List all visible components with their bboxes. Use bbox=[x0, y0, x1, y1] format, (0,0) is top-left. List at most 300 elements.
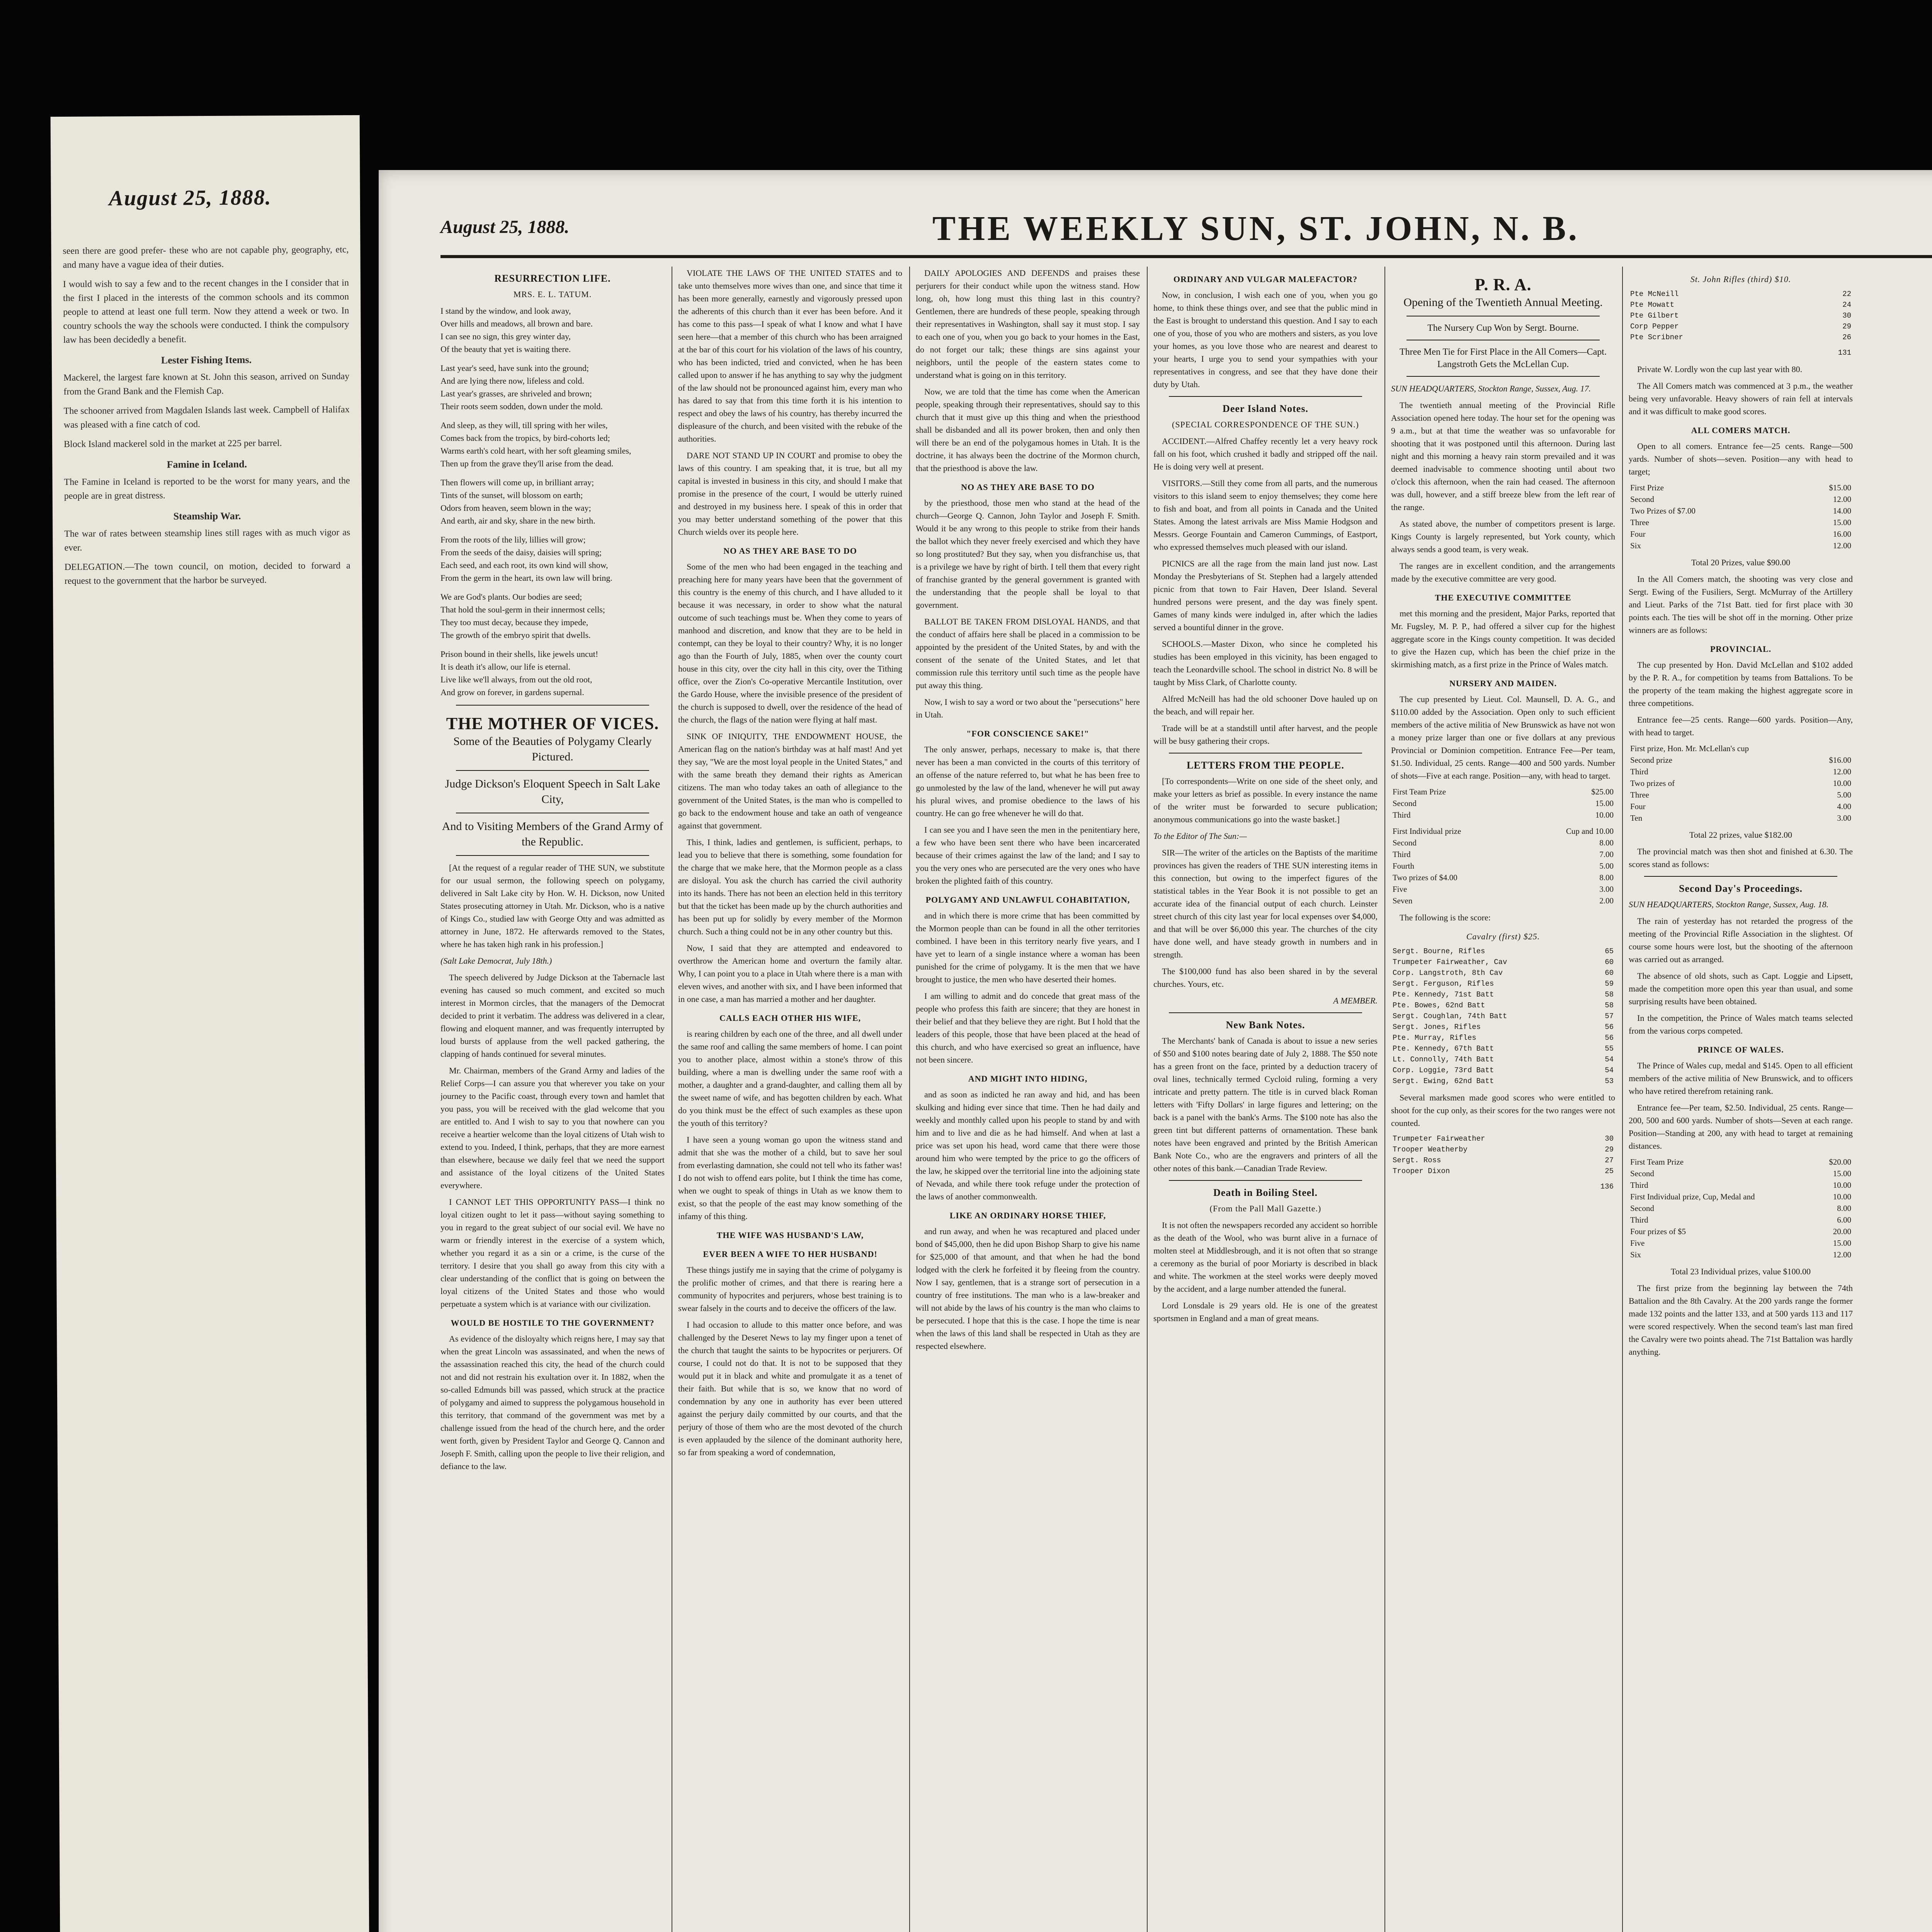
column-2 bbox=[678, 267, 902, 1932]
table-row bbox=[1629, 310, 1853, 321]
subhead: AND MIGHT INTO HIDING, bbox=[968, 1074, 1088, 1083]
paragraph: Block Island mackerel sold in the market at 225 per barrel. bbox=[64, 438, 282, 449]
poem-line: Their roots seem sodden, down under the mold. bbox=[440, 401, 603, 411]
paragraph: The All Comers match was commenced at 3 p.m., the weather being very unfavorable. Heavy showers of rain fell at intervals and it was difficult to make good scores. bbox=[1629, 381, 1853, 416]
poem-author: MRS. E. L. TATUM. bbox=[513, 289, 592, 299]
prize-table bbox=[1391, 786, 1615, 821]
prize-table bbox=[1629, 743, 1853, 824]
table-row: First Individual prize Cup and 10.00 bbox=[1393, 827, 1614, 836]
table-row bbox=[1391, 1065, 1615, 1076]
poem-line: Of the beauty that yet is waiting there. bbox=[440, 344, 571, 354]
divider bbox=[1169, 396, 1362, 397]
paragraph: The schooner arrived from Magdalen Islands last week. Campbell of Halifax was pleased with a fine catch of cod. bbox=[63, 405, 350, 430]
table-cell-value: 15.00 bbox=[1833, 518, 1851, 527]
table-cell-value: 29 bbox=[1605, 1145, 1614, 1154]
table-row bbox=[1629, 517, 1853, 528]
previous-page-date: August 25, 1888. bbox=[109, 185, 272, 211]
table-row: Five 3.00 bbox=[1393, 884, 1614, 894]
table-cell-value: 30 bbox=[1842, 311, 1851, 320]
poem-line: From the seeds of the daisy, daisies will spring; bbox=[440, 548, 602, 557]
table-row bbox=[1629, 528, 1853, 540]
paragraph: SCHOOLS.—Master Dixon, who since he completed his studies has been employed in this vicinity, has been engaged to teach the Leonardville school. The school in district No. 8 will be taught by Miss Clark, of Charlotte county. bbox=[1153, 639, 1378, 687]
table-row bbox=[1391, 1155, 1615, 1166]
table-row: Third 7.00 bbox=[1393, 850, 1614, 859]
table-cell-label: Three bbox=[1630, 790, 1649, 799]
poem-line: The growth of the embryo spirit that dwells. bbox=[440, 630, 591, 640]
section-title: Famine in Iceland. bbox=[167, 458, 247, 470]
paragraph: I had occasion to allude to this matter once before, and was challenged by the Deseret News to lay my finger upon a tenet of the church that taught the saints to be hypocrites or perjurers. Of course, I could not do that. It is not to be supposed that they would put it in black and white and promulgate it as a tenet of their faith. But while that is so, we know that no word of condemnation by any one in authority has ever been uttered against the perjury daily committed by our courts, and that the perjury of those of them who are the most devoted of the church is even applauded by the silence of the dominant authority here, so far from speaking a word of condemnation, bbox=[678, 1320, 902, 1457]
poem-line: Last year's seed, have sunk into the ground; bbox=[440, 363, 589, 373]
table-cell-value: 16.00 bbox=[1833, 529, 1851, 539]
table-cell-value: 5.00 bbox=[1837, 790, 1851, 799]
paragraph: Now, we are told that the time has come when the American people, speaking through their representatives, should say to this church that it must give up this thing and when the priesthood shall be disbanded and all its power broken, then and only then will there be an end of the polygamous homes in Utah. It is the doctrine, it has always been the doctrine of the Mormon church, that the priesthood is above the law. bbox=[916, 387, 1140, 473]
table-cell-value: $20.00 bbox=[1829, 1157, 1851, 1167]
prize-total: Total 20 Prizes, value $90.00 bbox=[1691, 558, 1791, 567]
table-cell-value: 12.00 bbox=[1833, 541, 1851, 550]
paragraph: The rain of yesterday has not retarded the progress of the meeting of the Provincial Rifle Association in the slightest. Of course some hours were lost, but the shooting of the afternoon was carried out as arranged. bbox=[1629, 916, 1853, 964]
poem-line: Prison bound in their shells, like jewels uncut! bbox=[440, 649, 599, 659]
paragraph: seen there are good prefer- these who are not capable phy, geography, etc, and many have a vague idea of their duties. bbox=[63, 245, 349, 270]
table-cell-value: 60 bbox=[1605, 969, 1614, 977]
table-row bbox=[1629, 1191, 1853, 1202]
table-row bbox=[1391, 1076, 1615, 1087]
team-total bbox=[1391, 1181, 1615, 1192]
paragraph: I CANNOT LET THIS OPPORTUNITY PASS—I think no loyal citizen ought to let it pass—without saying something to you in regard to the great subject of our social evil. We have no warm or friendly interest in the exercise of a system which, whether you regard it as a sin or a crime, is the curse of the territory. I desire that you shall go away from this city with a clear understanding of the conflict that is going on between the loyal citizens of the United States and those who would perpetuate a system which is at variance with our civilization. bbox=[440, 1197, 665, 1309]
table-row: Seven 2.00 bbox=[1393, 896, 1614, 905]
stanza-break bbox=[440, 470, 665, 476]
poem-line: Warms earth's cold heart, with her soft gleaming smiles, bbox=[440, 446, 631, 456]
paragraph: I am willing to admit and do concede that great mass of the people who profess this faith are sincere; that they are honest in their belief and that they believe they are right. But I hold that the leaders of this people, those that have been placed at the head of this church, and who have exercised so great an influence, have not been sincere. bbox=[916, 991, 1140, 1065]
poem-line: We are God's plants. Our bodies are seed; bbox=[440, 592, 582, 602]
paragraph: Alfred McNeill has had the old schooner Dove hauled up on the beach, and will repair her. bbox=[1153, 694, 1378, 716]
subhead: EVER BEEN A WIFE TO HER HUSBAND! bbox=[703, 1249, 878, 1259]
table-cell-value: 53 bbox=[1605, 1077, 1614, 1085]
table-cell-label: Corp Pepper bbox=[1630, 322, 1679, 331]
table-cell-label: Pte. Murray, Rifles bbox=[1393, 1034, 1476, 1042]
poem-line: Each seed, and each root, its own kind will show, bbox=[440, 560, 608, 570]
article-subtitle: (SPECIAL CORRESPONDENCE OF THE SUN.) bbox=[1172, 420, 1359, 429]
column-1 bbox=[440, 267, 665, 1932]
dateline: (Salt Lake Democrat, July 18th.) bbox=[440, 956, 552, 966]
poem-line: Over hills and meadows, all brown and bare. bbox=[440, 319, 593, 328]
subhead: PRINCE OF WALES. bbox=[1697, 1045, 1784, 1054]
masthead-date: August 25, 1888. bbox=[440, 217, 570, 237]
paragraph: and in which there is more crime that has been committed by the Mormon people than can be found in all the other territories combined. I have been in this territory nearly five years, and I have yet to learn of a single instance where a woman has been punished for the crime of polygamy. It is the men that we have brought to justice, the men who have deserted their homes. bbox=[916, 911, 1140, 984]
paragraph: Entrance fee—Per team, $2.50. Individual, 25 cents. Range—200, 500 and 600 yards. Number of shots—Seven at each range. Position—Standing at 200, any with head to target at remaining distances. bbox=[1629, 1103, 1853, 1151]
poem-line: From the germ in the heart, its own law will bring. bbox=[440, 573, 612, 583]
paragraph: Now, I said that they are attempted and endeavored to overthrow the American home and overturn the family altar. Why, I can point you to a place in Utah where there is a man with eleven wives, and another with six, and I have been informed that in one case, a man has married a mother and her daughter. bbox=[678, 943, 902, 1004]
table-cell-label: Second bbox=[1630, 1204, 1654, 1213]
previous-page-text bbox=[63, 243, 350, 594]
stanza-break bbox=[440, 413, 665, 419]
table-cell-label: Trumpeter Fairweather, Cav bbox=[1393, 958, 1507, 966]
deck: Three Men Tie for First Place in the All Comers—Capt. Langstroth Gets the McLellan Cup. bbox=[1400, 347, 1607, 369]
article-title: New Bank Notes. bbox=[1226, 1019, 1305, 1031]
table-cell-value: 8.00 bbox=[1837, 1204, 1851, 1213]
table-row bbox=[1391, 1133, 1615, 1144]
table-cell-label: Three bbox=[1630, 518, 1649, 527]
table-cell-label: Third bbox=[1630, 1180, 1648, 1190]
column-4 bbox=[1153, 267, 1378, 1932]
paragraph: I would wish to say a few and to the recent changes in the I consider that in the first I placed in the interests of the common schools and its common people to attend at least one full term. Now they attend a week or two. In country schools the way the schools were conducted. I think the compulsory law has been decidedly a benefit. bbox=[63, 278, 349, 345]
poem-line: It is death it's allow, our life is eternal. bbox=[440, 662, 571, 672]
table-cell-label: Third bbox=[1630, 1215, 1648, 1225]
deck: And to Visiting Members of the Grand Army of the Republic. bbox=[442, 820, 663, 848]
table-cell-label: Lt. Connolly, 74th Batt bbox=[1393, 1055, 1494, 1064]
paragraph: VIOLATE THE LAWS OF THE UNITED STATES and to take unto themselves more wives than one, and since that time it has been more generally, earnestly and vigorously pressed upon the adherents of this church than it ever has been before. And it has come to this pass—I speak of what I know and what I have seen here—that a member of this church who has been arraigned at the bar of this court for his violation of the laws of his country, who has been indicted, tried and convicted, when he has been called upon to answer if he has anything to say why the judgment of the law should not be pronounced against him, every man who has dared to say that from this time forth it is his intention to respect and obey the laws of his country, has thereby incurred the displeasure of the church, and been visited with the rebuke of the authorities. bbox=[678, 268, 902, 444]
table-cell-value: 20.00 bbox=[1833, 1227, 1851, 1236]
poem-line: And sleep, as they will, till spring with her wiles, bbox=[440, 420, 608, 430]
article-title: Death in Boiling Steel. bbox=[1213, 1187, 1318, 1198]
stanza-break bbox=[440, 355, 665, 362]
table-row bbox=[1629, 1237, 1853, 1249]
table-cell-value: 3.00 bbox=[1837, 813, 1851, 823]
prize-table bbox=[1629, 482, 1853, 551]
table-cell-label: First Individual prize, Cup, Medal and bbox=[1630, 1192, 1755, 1201]
table-cell-label: Sergt. Ewing, 62nd Batt bbox=[1393, 1077, 1494, 1085]
table-cell-label: Five bbox=[1630, 1238, 1645, 1248]
subhead: NURSERY AND MAIDEN. bbox=[1449, 679, 1557, 688]
table-row bbox=[1629, 777, 1853, 789]
divider bbox=[456, 770, 649, 771]
table-cell-label: Two Prizes of $7.00 bbox=[1630, 506, 1696, 515]
table-row bbox=[1629, 812, 1853, 824]
paragraph: and as soon as indicted he ran away and hid, and has been skulking and hiding ever since that time. Then he had daily and weekly and monthly called upon his people to stand by and with him and to live and die as he had himself. And when at last a price was set upon his head, word came that there were those around him who were tempted by the price to go the officers of the law, he skipped over the territorial line into the adjoining state of Nevada, and while there took refuge under the protection of the laws of another commonwealth. bbox=[916, 1090, 1140, 1201]
subhead: LIKE AN ORDINARY HORSE THIEF, bbox=[949, 1211, 1106, 1220]
table-cell-value: 29 bbox=[1842, 322, 1851, 331]
headline: THE MOTHER OF VICES. bbox=[446, 714, 659, 733]
paragraph: ACCIDENT.—Alfred Chaffey recently let a very heavy rock fall on his foot, which crushed it badly and stripped off the nail. He is doing very well at present. bbox=[1153, 436, 1378, 471]
paragraph: I have seen a young woman go upon the witness stand and admit that she was the mother of a child, but to save her soul from everlasting damnation, she could not tell who its father was! I do not wish to offend ears polite, but I think the time has come, when we ought to speak of things in Utah as we know them to exist, so that the people of the east may know something of the infamy of this thing. bbox=[678, 1135, 902, 1221]
paragraph: The cup presented by Lieut. Col. Maunsell, D. A. G., and $110.00 added by the Association. Open only to such efficient members of the active militia of New Brunswick as have not won a money prize larger than one or five dollars at any previous Provincial or Dominion competition. Entrance Fee—Per team, $1.50. Individual, 25 cents. Range—400 and 500 yards. Number of shots—Five at each range. Position—any, with head to target. bbox=[1391, 694, 1615, 781]
poem-line: They too must decay, because they impede, bbox=[440, 617, 588, 627]
paragraph: The Merchants' bank of Canada is about to issue a new series of $50 and $100 notes bearing date of July 2, 1888. The $50 note has a green front on the face, printed by a deduction tracery of oval lines, technically termed Cycloid ruling, forming a very intricate and pretty pattern. The title is in curved black Roman letters with 'Fifty Dollars' in large figures and lettering; on the back is a panel with the bank's Arms. The $100 note has also the green tint but different patterns of ornamentation. These bank notes have been engraved and printed by the British American Bank Note Co., who are the engravers and printers of all the other notes of this bank.—Canadian Trade Review. bbox=[1153, 1036, 1378, 1173]
article-title: Deer Island Notes. bbox=[1223, 403, 1308, 414]
paragraph: The war of rates between steamship lines still rages with as much vigor as ever. bbox=[64, 527, 350, 553]
paragraph: The speech delivered by Judge Dickson at the Tabernacle last evening has caused so much comment, and excited so much interest in Mormon circles, that the managers of the Democrat decided to print it verbatim. The address was delivered in a clear, flowing and eloquent manner, and was frequently interrupted by loud bursts of applause from the well packed gathering, the clapping of hands continued for several minutes. bbox=[440, 973, 665, 1059]
table-cell-label: Trumpeter Fairweather bbox=[1393, 1134, 1485, 1143]
column-5 bbox=[1391, 267, 1615, 1932]
table-cell-value: 15.00 bbox=[1833, 1169, 1851, 1178]
subhead: PROVINCIAL. bbox=[1710, 644, 1772, 654]
scores-total bbox=[1629, 347, 1853, 358]
subhead: ORDINARY AND VULGAR MALEFACTOR? bbox=[1173, 274, 1358, 284]
table-cell-value: 12.00 bbox=[1833, 1250, 1851, 1259]
table-cell-label: Six bbox=[1630, 541, 1641, 550]
paragraph: met this morning and the president, Major Parks, reported that Mr. Fugsley, M. P. P., had offered a silver cup for the highest aggregate score in the Kings county competition. It was decided to give the Hazen cup, which has been the chief prize in the skirmishing match, as a first prize in the Prince of Wales match. bbox=[1391, 609, 1615, 669]
table-cell-value: 25 bbox=[1605, 1167, 1614, 1175]
table-cell-label: Two prizes of bbox=[1630, 779, 1675, 788]
table-cell-value: 58 bbox=[1605, 1001, 1614, 1010]
paragraph: In the All Comers match, the shooting was very close and Sergt. Ewing of the Fusiliers, Sergt. McMurray of the Artillery and Lieut. Parks of the 71st Batt. tied for first place with 30 points each. The ties will be shot off in the morning. Other prize winners are as follows: bbox=[1629, 574, 1853, 635]
paragraph: As stated above, the number of competitors present is large. Kings County is largely represented, but York county, which always sends a good team, is very weak. bbox=[1391, 519, 1615, 554]
table-row bbox=[1391, 1022, 1615, 1032]
table-cell-label: Corp. Langstroth, 8th Cav bbox=[1393, 969, 1503, 977]
table-row bbox=[1391, 1000, 1615, 1011]
subhead: St. John Rifles (third) $10. bbox=[1690, 274, 1791, 284]
table-cell-value: 6.00 bbox=[1837, 1215, 1851, 1225]
table-cell-label: Second bbox=[1630, 1169, 1654, 1178]
poem-line: Then flowers will come up, in brilliant array; bbox=[440, 478, 594, 487]
poem-line: Live like we'll always, from out the old root, bbox=[440, 675, 592, 684]
poem-line: And are lying there now, lifeless and cold. bbox=[440, 376, 584, 386]
divider bbox=[1406, 376, 1600, 377]
divider bbox=[1644, 876, 1837, 877]
table-row: 136 bbox=[1600, 1182, 1614, 1191]
paragraph: The cup presented by Hon. David McLellan and $102 added by the P. R. A., for competition by teams from Battalions. To be the property of the team making the highest aggregate score in three competitions. bbox=[1629, 660, 1853, 708]
table-row bbox=[1629, 332, 1853, 343]
article-title: LETTERS FROM THE PEOPLE. bbox=[1187, 760, 1344, 771]
paragraph: Now, I wish to say a word or two about the "persecutions" here in Utah. bbox=[916, 697, 1140, 719]
table-cell-value: 12.00 bbox=[1833, 495, 1851, 504]
poem-line: I can see no sign, this grey winter day, bbox=[440, 332, 571, 341]
table-cell-label: Second prize bbox=[1630, 755, 1673, 765]
poem-line: I stand by the window, and look away, bbox=[440, 306, 571, 316]
paragraph: PICNICS are all the rage from the main land just now. Last Monday the Presbyterians of St. Stephen had a largely attended picnic from that town to Fair Haven, Deer Island. Several hundred persons were present, and the day was finely spent. Games of many kinds were indulged in, after which the ladies served a bountiful dinner in the grove. bbox=[1153, 559, 1378, 632]
column-6-content bbox=[1629, 273, 1853, 1358]
table-cell-label: Pte McNeill bbox=[1630, 290, 1679, 298]
column-rule bbox=[1622, 267, 1623, 1932]
masthead-rule bbox=[440, 255, 1932, 258]
paragraph: and run away, and when he was recaptured and placed under bond of $45,000, then he did upon Bishop Sharp to give his name for $25,000 of that amount, and that when he had the bond lodged with the clerk he forfeited it by fleeing from the country. Now I say, gentlemen, that is a strange sort of persecution in a country of free institutions. The man who is a law-breaker and will not abide by the laws of his country is the man who claims to be persecuted. I hope that this is the case. I hope the time is near when the laws of this land shall be respected in Utah as they are respected elsewhere. bbox=[916, 1226, 1140, 1351]
table-row bbox=[1629, 1214, 1853, 1226]
paragraph: In the competition, the Prince of Wales match teams selected from the various corps competed. bbox=[1629, 1013, 1853, 1036]
table-cell-value: 10.00 bbox=[1833, 1192, 1851, 1201]
subhead: CALLS EACH OTHER HIS WIFE, bbox=[719, 1013, 861, 1023]
paragraph: The twentieth annual meeting of the Provincial Rifle Association opened here today. The hour set for the opening was 9 a.m., but at that time the weather was so unfavorable for shooting that it was postponed until this afternoon. During last night and this morning a heavy rain storm prevailed and it was deemed inadvisable to commence shooting until about two o'clock this afternoon, when the rain had ceased. The afternoon was dull, however, and a stiff breeze blew from the left rear of the range. bbox=[1391, 400, 1615, 512]
paragraph: The Famine in Iceland is reported to be the worst for many years, and the people are in great distress. bbox=[64, 476, 350, 501]
table-cell-value: 30 bbox=[1605, 1134, 1614, 1143]
paragraph: Some of the men who had been engaged in the teaching and preaching here for many years have been that the government of this country is the enemy of this church, and I have alluded to it because it was necessary, in order to show what the natural outcome of such teachings must be. When they come to years of manhood and discretion, and know that they are to be held in contempt, can they be loyal to their country? Why, it is no longer ago than the Fourth of July, 1885, when over the county court house in this city, over the city hall in this city, over the Tithing office, over the Zion's Co-operative Mercantile Institution, over the Gardo House, where the invisible presence of the president of the church is supposed to dwell, over the residence of the head of the church, the flags of the nation were flying at half mast. bbox=[678, 562, 902, 724]
table-cell-label: Sergt. Ross bbox=[1393, 1156, 1441, 1165]
table-cell-label: Four prizes of $5 bbox=[1630, 1227, 1686, 1236]
stanza-break bbox=[440, 641, 665, 648]
table-cell-label: Pte Scribner bbox=[1630, 333, 1683, 342]
columns bbox=[440, 267, 1932, 1932]
subhead: NO AS THEY ARE BASE TO DO bbox=[723, 546, 857, 556]
divider bbox=[456, 855, 649, 856]
team-table bbox=[1391, 1133, 1615, 1177]
column-rule bbox=[1147, 267, 1148, 1932]
table-cell-value: 60 bbox=[1605, 958, 1614, 966]
poem-line: That hold the soul-germ in their innermost cells; bbox=[440, 605, 605, 614]
table-row bbox=[1629, 1168, 1853, 1179]
paragraph: Private W. Lordly won the cup last year with 80. bbox=[1637, 364, 1803, 374]
paragraph: DELEGATION.—The town council, on motion, decided to forward a request to the government that the harbor be surveyed. bbox=[64, 561, 350, 586]
poem-line: Odors from heaven, seem blown in the way; bbox=[440, 503, 591, 513]
paragraph: The Prince of Wales cup, medal and $145. Open to all efficient members of the active militia of New Brunswick, and to officers who have retired therefrom retaining rank. bbox=[1629, 1061, 1853, 1096]
table-cell-value: 10.00 bbox=[1833, 1180, 1851, 1190]
signature: A MEMBER. bbox=[1333, 996, 1378, 1005]
table-row: Two prizes of $4.00 8.00 bbox=[1393, 873, 1614, 882]
prize-total: Total 22 prizes, value $182.00 bbox=[1689, 830, 1793, 840]
table-row bbox=[1391, 957, 1615, 968]
divider bbox=[1169, 1012, 1362, 1013]
table-cell-value: 56 bbox=[1605, 1034, 1614, 1042]
stanza-break bbox=[440, 527, 665, 533]
table-cell-label: Pte. Kennedy, 71st Batt bbox=[1393, 990, 1494, 999]
subhead: THE EXECUTIVE COMMITTEE bbox=[1435, 593, 1571, 602]
subhead: WOULD BE HOSTILE TO THE GOVERNMENT? bbox=[451, 1318, 655, 1328]
paragraph: Trade will be at a standstill until after harvest, and the people will be busy gathering their crops. bbox=[1153, 723, 1378, 746]
table-row bbox=[1629, 540, 1853, 551]
table-row bbox=[1629, 299, 1853, 310]
deck: Judge Dickson's Eloquent Speech in Salt Lake City, bbox=[445, 777, 660, 806]
table-cell-value: $15.00 bbox=[1829, 483, 1851, 492]
table-row bbox=[1629, 482, 1853, 493]
table-cell-label: Six bbox=[1630, 1250, 1641, 1259]
table-row bbox=[1629, 505, 1853, 517]
prize-table bbox=[1629, 1156, 1853, 1260]
deck: Some of the Beauties of Polygamy Clearly Pictured. bbox=[453, 735, 652, 763]
subhead: THE WIFE WAS HUSBAND'S LAW, bbox=[716, 1230, 864, 1240]
paragraph: Mr. Chairman, members of the Grand Army and ladies of the Relief Corps—I can assure you that wherever you take on your journey to the Pacific coast, through every town and hamlet that you pass, you will be received with the glad welcome that you are entitled to. And I wish to say to you that nowhere can you receive a heartier welcome than the loyal citizens of Utah wish to extend to you. Indeed, I think, perhaps, that they are more earnest than elsewhere, because we daily feel that we need the support and assistance of the loyal citizens of the United States everywhere. bbox=[440, 1066, 665, 1190]
dateline: SUN HEADQUARTERS, Stockton Range, Sussex, Aug. 18. bbox=[1629, 900, 1829, 909]
paragraph: This, I think, ladies and gentlemen, is sufficient, perhaps, to lead you to believe that there is something, some foundation for the charge that we make here, that the Mormon people as a class are disloyal. You ask the church has carried the civil authority into its hands. There has not been an election held in this territory but that the ticket has been made up by the church authorities and has been put up for solidly by every member of the Mormon church. Such a thing could not be in any other country but this. bbox=[678, 837, 902, 936]
paragraph: Several marksmen made good scores who were entitled to shoot for the cup only, as their scores for the two ranges were not counted. bbox=[1391, 1093, 1615, 1128]
table-cell-label: Pte. Kennedy, 67th Batt bbox=[1393, 1044, 1494, 1053]
divider bbox=[1169, 1180, 1362, 1181]
table-cell-value: 4.00 bbox=[1837, 802, 1851, 811]
table-row bbox=[1391, 946, 1615, 957]
table-cell-value: 14.00 bbox=[1833, 506, 1851, 515]
poem-line: Then up from the grave they'll arise from the dead. bbox=[440, 459, 614, 468]
paragraph: [At the request of a regular reader of THE SUN, we substitute for our usual sermon, the following speech on polygamy, delivered in Salt Lake city by Hon. W. H. Dickson, now United States prosecuting attorney in Utah. Mr. Dickson, who is a native of Kings Co., studied law with George Otty and was admitted as attorney in June, 1872. He afterwards removed to the States, where he has taken high rank in his profession.] bbox=[440, 863, 665, 949]
table-row bbox=[1391, 1166, 1615, 1177]
table-cell-value: 26 bbox=[1842, 333, 1851, 342]
poem-line: Tints of the sunset, will blossom on earth; bbox=[440, 490, 583, 500]
section-title: Steamship War. bbox=[173, 510, 241, 522]
column-rule bbox=[1384, 267, 1385, 1932]
article-subtitle: (From the Pall Mall Gazette.) bbox=[1209, 1204, 1321, 1213]
poem-line: From the roots of the lily, lillies will grow; bbox=[440, 535, 586, 544]
table-row bbox=[1629, 1249, 1853, 1260]
table-cell-label: Four bbox=[1630, 802, 1646, 811]
masthead-title: THE WEEKLY SUN, ST. JOHN, N. B. bbox=[932, 209, 1579, 248]
table-row: 131 bbox=[1838, 349, 1851, 357]
table-cell-label: Corp. Loggie, 73rd Batt bbox=[1393, 1066, 1494, 1075]
table-row bbox=[1391, 1043, 1615, 1054]
table-cell-value: 54 bbox=[1605, 1055, 1614, 1064]
paragraph: Mackerel, the largest fare known at St. John this season, arrived on Sunday from the Grand Bank and the Flemish Cap. bbox=[63, 371, 350, 397]
table-row bbox=[1629, 754, 1853, 766]
paragraph: SIR—The writer of the articles on the Baptists of the maritime provinces has given the readers of THE SUN interesting items in this connection, but owing to the imperfect figures of the statistical tables in the Year Book it is not possible to get an accurate idea of the financial output of each church. Leinster street church of this city last year for local expenses over $4,000, and that will be over $6,000 this year. The churches of the city have done well, and have steady growth in numbers and in strength. bbox=[1153, 848, 1378, 959]
headline: P. R. A. bbox=[1475, 275, 1532, 294]
section-title: Lester Fishing Items. bbox=[161, 354, 252, 366]
table-cell-value: $16.00 bbox=[1829, 755, 1851, 765]
poem-line: Comes back from the tropics, by bird-cohorts led; bbox=[440, 433, 610, 443]
article-title: Second Day's Proceedings. bbox=[1679, 883, 1803, 894]
paragraph: The provincial match was then shot and finished at 6.30. The scores stand as follows: bbox=[1629, 847, 1853, 869]
paragraph: is rearing children by each one of the three, and all dwell under the same roof and calling the same members of home. I can point you to another place, almost within a stone's throw of this building, where a man is dwelling under the same roof with a mother, a daughter and a grand-daughter, and calling them all by the sweet name of wife, and has begotten children by each. What do you think must be the effect of such examples as these upon the youth of this territory? bbox=[678, 1029, 902, 1128]
paragraph: I can see you and I have seen the men in the penitentiary here, a few who have been sent there who have been incarcerated because of their crimes against the law of the land; and I say to you the very ones who are persecuted are the very ones who have broken the plighted faith of this country. bbox=[916, 825, 1140, 886]
subhead: NO AS THEY ARE BASE TO DO bbox=[961, 482, 1095, 492]
paragraph: BALLOT BE TAKEN FROM DISLOYAL HANDS, and that the conduct of affairs here shall be placed in a commission to be appointed by the president of the United States, by and with the consent of the senate of the United States, and let that commission rule this territory until such time as the people have put away this thing. bbox=[916, 617, 1140, 690]
table-cell-label: Pte Mowatt bbox=[1630, 301, 1675, 309]
table-row bbox=[1391, 1054, 1615, 1065]
subhead: ALL COMERS MATCH. bbox=[1691, 425, 1791, 435]
paragraph: by the priesthood, those men who stand at the head of the church—George Q. Cannon, John Taylor and Joseph F. Smith. Would it be any wrong to this people to strike from their hands the ballot which they never freely exercised and which they have so long prostituted? But they say, when you disfranchise us, that is a privilege we have by right of birth. I tell them that every right of franchise granted by the general government is granted with the understanding that the people shall be loyal to that government. bbox=[916, 498, 1140, 610]
poem-title: RESURRECTION LIFE. bbox=[494, 273, 611, 284]
table-row bbox=[1391, 989, 1615, 1000]
table-row bbox=[1629, 321, 1853, 332]
paragraph: DARE NOT STAND UP IN COURT and promise to obey the laws of this country. I am speaking that, it is true, but all my capital is invested in business in this city, and should I make that promise in the presence of the court, I would be utterly ruined and destroyed in my business here. I speak of this in order that you may better understand something of the power that this Church wields over its people here. bbox=[678, 451, 902, 537]
table-row bbox=[1629, 801, 1853, 812]
paragraph: These things justify me in saying that the crime of polygamy is the prolific mother of crimes, and that there is rearing here a community of hypocrites and perjurers, whose best training is to swear falsely in the courts and to deceive the officers of the law. bbox=[678, 1265, 902, 1313]
subhead: Cavalry (first) $25. bbox=[1466, 932, 1540, 941]
table-cell-value: 57 bbox=[1605, 1012, 1614, 1020]
paragraph: As evidence of the disloyalty which reigns here, I may say that when the great Lincoln was assassinated, and when the news of the assassination reached this city, the head of the church could not and did not restrain his exultation over it. In 1882, when the so-called Edmunds bill was passed, which struck at the practice of polygamy and aimed to suppress the polygamous household in this territory, that command of the government was met by a challenge issued from the head of the church here, and the order went forth, given by President Taylor and George Q. Cannon and Joseph F. Smith, calling upon the people to live their religion, and defiance to the law. bbox=[440, 1334, 665, 1471]
newspaper-page bbox=[379, 170, 1932, 1932]
previous-page-edge bbox=[51, 115, 375, 1932]
table-row bbox=[1391, 968, 1615, 978]
paragraph: Now, in conclusion, I wish each one of you, when you go home, to think these things over, and see that the public mind in the East is brought to understand this question. And I say to each one of you, those of you who are mothers and sisters, as you love your homes, as you love those who are nearest and dearest to your hearts, I urge you to send your sympathies with your representatives in congress, and see that they have done their duty by Utah. bbox=[1153, 290, 1378, 389]
table-cell-label: Ten bbox=[1630, 813, 1643, 823]
table-cell-value: 10.00 bbox=[1833, 779, 1851, 788]
table-row bbox=[1391, 1032, 1615, 1043]
table-cell-label: First Prize bbox=[1630, 483, 1664, 492]
table-row bbox=[1629, 789, 1853, 801]
table-row bbox=[1629, 1156, 1853, 1168]
masthead bbox=[440, 209, 1932, 251]
table-cell-value: 12.00 bbox=[1833, 767, 1851, 776]
table-cell-value: 59 bbox=[1605, 980, 1614, 988]
table-cell-label: First prize, Hon. Mr. McLellan's cup bbox=[1630, 744, 1749, 753]
divider bbox=[456, 705, 649, 706]
paragraph: The following is the score: bbox=[1400, 913, 1491, 922]
column-6 bbox=[1629, 267, 1932, 1932]
stanza-break bbox=[440, 584, 665, 590]
table-row bbox=[1629, 766, 1853, 777]
table-cell-value: 58 bbox=[1605, 990, 1614, 999]
poem-line: And earth, air and sky, share in the new birth. bbox=[440, 516, 595, 526]
subhead: "FOR CONSCIENCE SAKE!" bbox=[966, 729, 1089, 738]
table-row: Second 15.00 bbox=[1393, 799, 1614, 808]
scores-table bbox=[1629, 289, 1853, 343]
table-row bbox=[1391, 1144, 1615, 1155]
table-cell-value: 56 bbox=[1605, 1023, 1614, 1031]
paragraph: Entrance fee—25 cents. Range—600 yards. Position—Any, with head to target. bbox=[1629, 715, 1853, 737]
dateline: SUN HEADQUARTERS, Stockton Range, Sussex, Aug. 17. bbox=[1391, 384, 1591, 393]
table-row bbox=[1629, 289, 1853, 299]
paragraph: Open to all comers. Entrance fee—25 cents. Range—500 yards. Number of shots—seven. Position—any with head to target; bbox=[1629, 441, 1853, 476]
poem bbox=[440, 304, 665, 699]
paragraph: It is not often the newspapers recorded any accident so horrible as the death of the Wool, who was burnt alive in a furnace of molten steel at Middlesbrough, and it is not often that so strange a ceremony as the burial of poor Moriarty is described in black and white. The workmen at the steel works were deeply moved by the accident, and a large number attended the funeral. bbox=[1153, 1220, 1378, 1294]
table-cell-label: Trooper Weatherby bbox=[1393, 1145, 1468, 1154]
table-cell-value: 27 bbox=[1605, 1156, 1614, 1165]
scores-table bbox=[1391, 946, 1615, 1087]
table-cell-label: Trooper Dixon bbox=[1393, 1167, 1450, 1175]
paragraph: The absence of old shots, such as Capt. Loggie and Lipsett, made the competition more open this year than usual, and some surprising results have been obtained. bbox=[1629, 971, 1853, 1006]
table-row bbox=[1391, 978, 1615, 989]
deck: The Nursery Cup Won by Sergt. Bourne. bbox=[1427, 323, 1579, 333]
table-cell-label: Sergt. Jones, Rifles bbox=[1393, 1023, 1481, 1031]
table-cell-label: Third bbox=[1630, 767, 1648, 776]
table-row bbox=[1629, 743, 1853, 754]
table-row bbox=[1629, 493, 1853, 505]
paragraph: Lord Lonsdale is 29 years old. He is one of the greatest sportsmen in England and a man of great means. bbox=[1153, 1301, 1378, 1323]
column-rule bbox=[909, 267, 910, 1932]
table-row bbox=[1629, 1179, 1853, 1191]
table-row bbox=[1629, 1202, 1853, 1214]
table-cell-label: Sergt. Bourne, Rifles bbox=[1393, 947, 1485, 956]
paragraph: [To correspondents—Write on one side of the sheet only, and make your letters as brief as possible. In every instance the name of the writer must be forwarded to secure publication; anonymous communications go into the waste basket.] bbox=[1153, 776, 1378, 824]
paragraph: The ranges are in excellent condition, and the arrangements made by the executive committee are very good. bbox=[1391, 561, 1615, 583]
table-cell-value: 54 bbox=[1605, 1066, 1614, 1075]
table-row: Second 8.00 bbox=[1393, 838, 1614, 847]
table-cell-value bbox=[1814, 743, 1853, 754]
table-cell-label: Sergt. Coughlan, 74th Batt bbox=[1393, 1012, 1507, 1020]
